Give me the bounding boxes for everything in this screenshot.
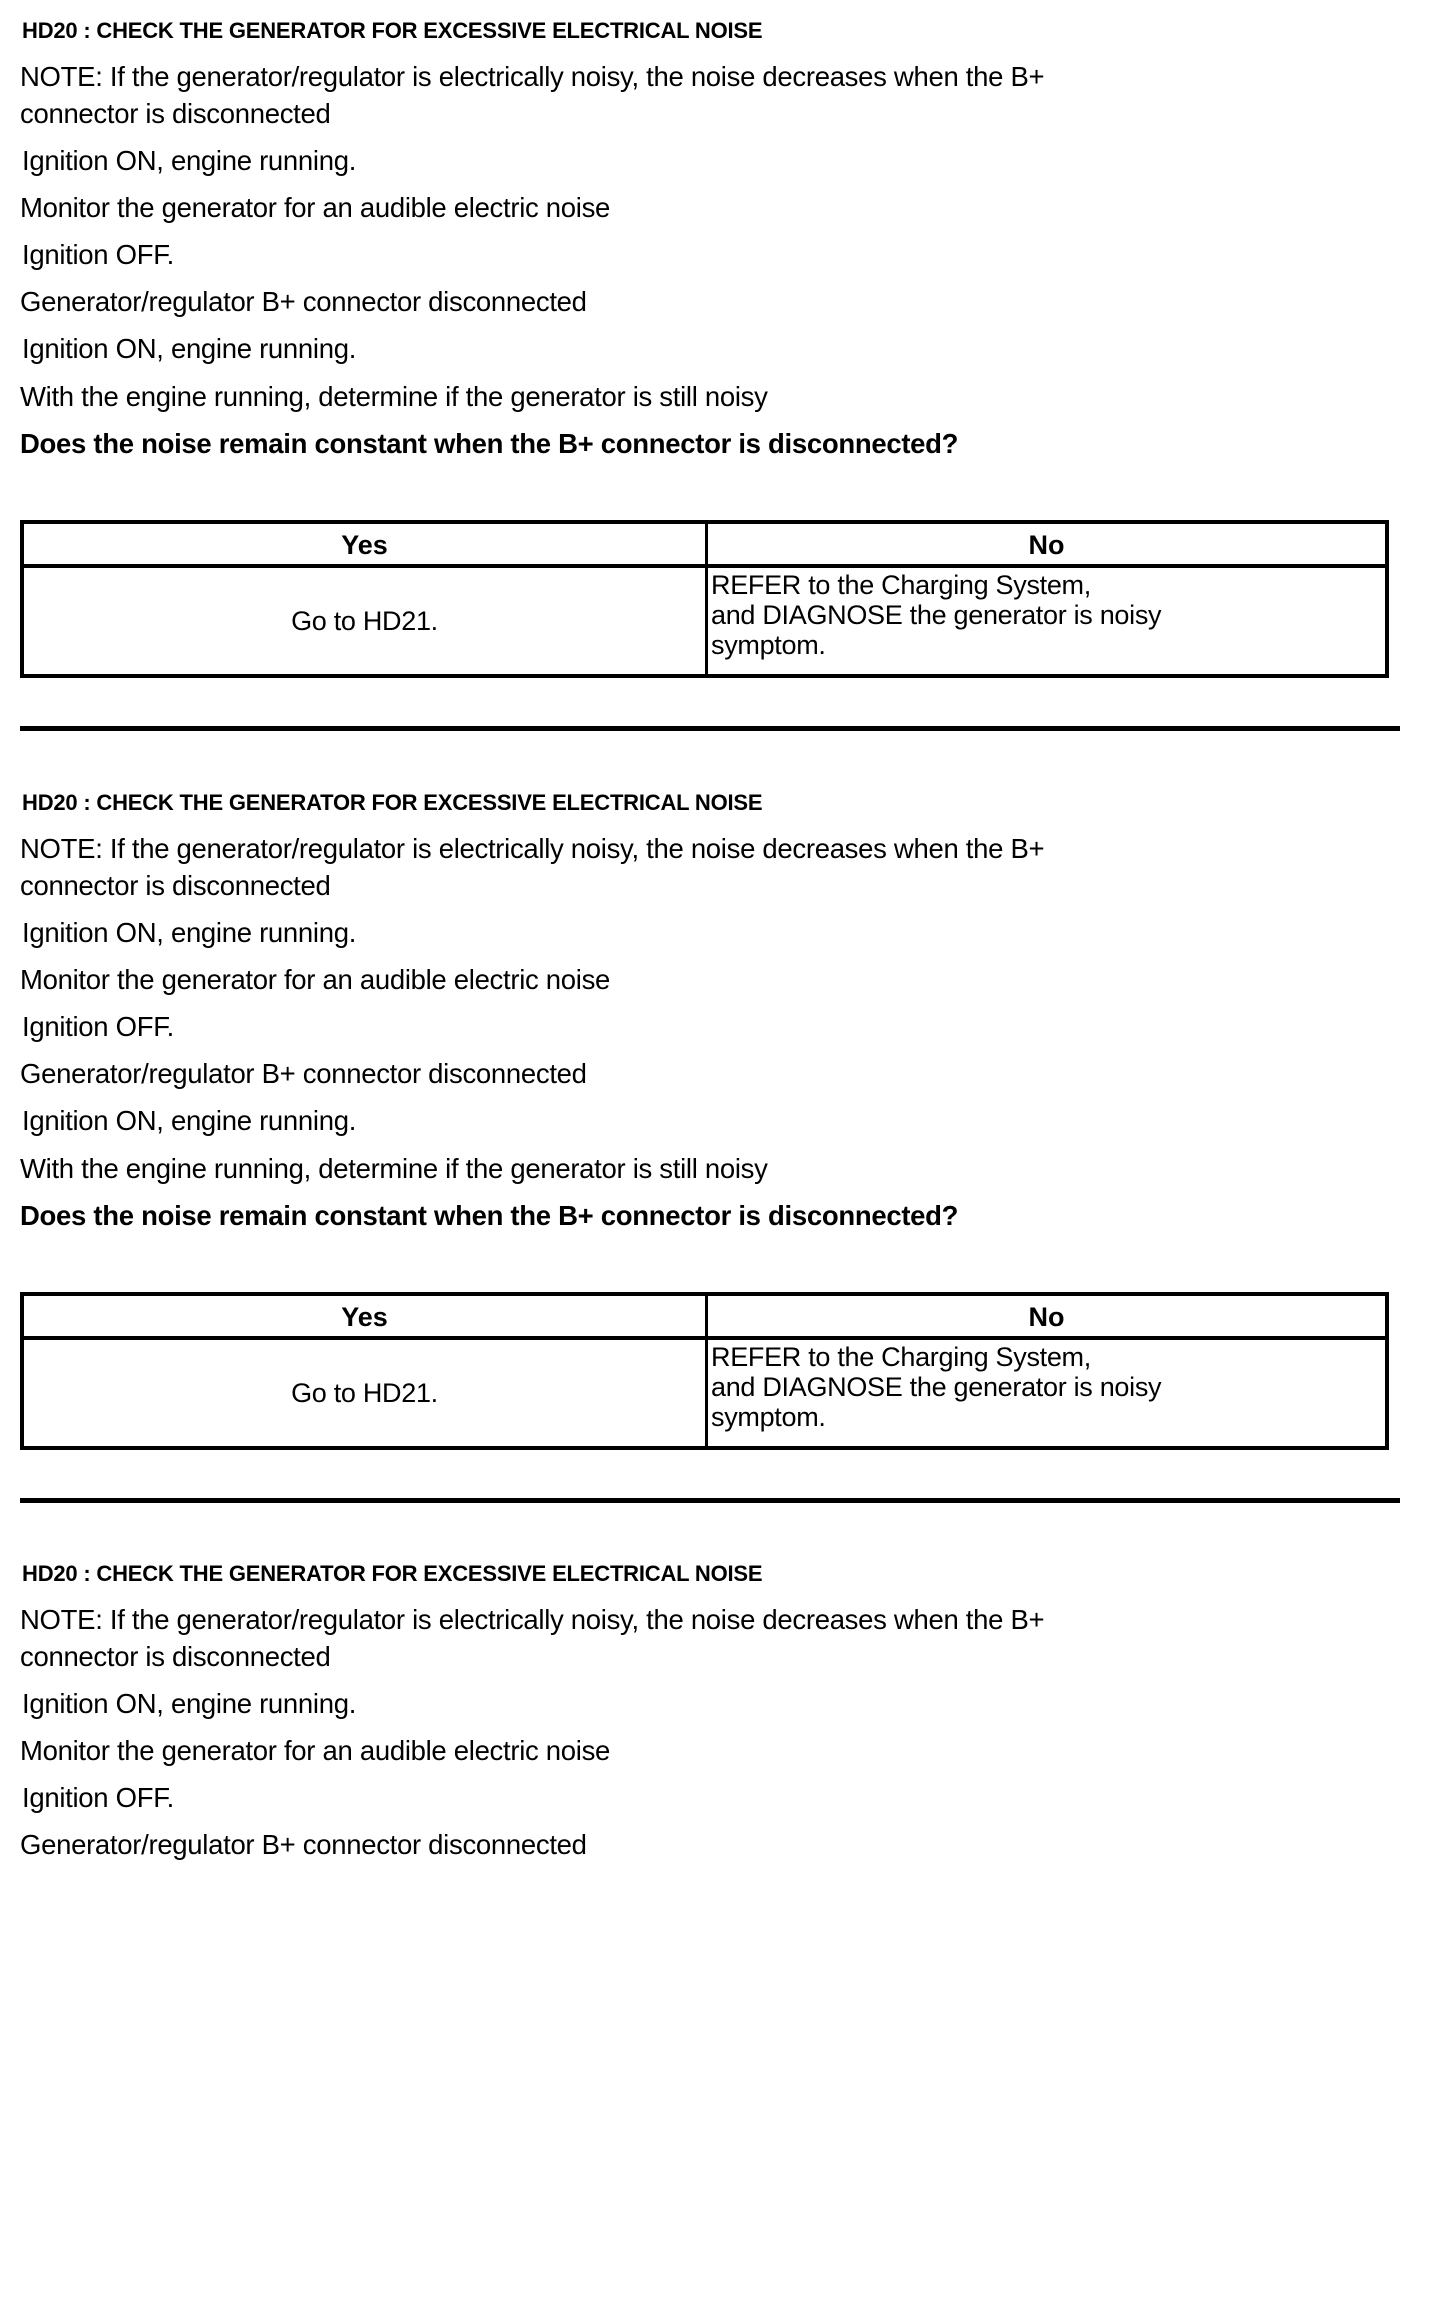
step-instruction: Ignition OFF. [22, 1782, 174, 1813]
step-note [20, 58, 1320, 132]
step-instruction: Ignition ON, engine running. [22, 917, 357, 948]
step-instruction: Ignition OFF. [22, 1011, 174, 1042]
step-instruction: Ignition ON, engine running. [22, 145, 357, 176]
table-header-yes: Yes [341, 530, 388, 560]
table-column-divider [705, 524, 708, 674]
table-header-no: No [1028, 1302, 1065, 1332]
diagnostic-step-section-1 [0, 0, 1440, 772]
no-action-line: and DIAGNOSE the generator is noisy [711, 1372, 1162, 1402]
step-title: HD20 : CHECK THE GENERATOR FOR EXCESSIVE ELECTRICAL NOISE [22, 18, 763, 43]
step-instruction: Ignition OFF. [22, 239, 174, 270]
note-line-1: NOTE: If the generator/regulator is electrically noisy, the noise decreases when the B+ [20, 61, 1045, 92]
step-instruction: Generator/regulator B+ connector disconnected [20, 286, 587, 317]
section-divider [20, 1498, 1400, 1503]
yes-action-text: Go to HD21. [291, 605, 438, 636]
yes-no-table [20, 1292, 1389, 1450]
no-action-cell [711, 1342, 1381, 1432]
step-instruction: With the engine running, determine if the generator is still noisy [20, 381, 768, 412]
note-line-2: connector is disconnected [20, 1641, 331, 1672]
step-instruction: Monitor the generator for an audible electric noise [20, 1735, 611, 1766]
step-instruction: With the engine running, determine if the generator is still noisy [20, 1153, 768, 1184]
no-action-line: symptom. [711, 1402, 826, 1432]
step-instruction: Generator/regulator B+ connector disconnected [20, 1058, 587, 1089]
step-instruction: Monitor the generator for an audible electric noise [20, 964, 611, 995]
note-line-2: connector is disconnected [20, 98, 331, 129]
no-action-line: REFER to the Charging System, [711, 1342, 1091, 1372]
no-action-line: and DIAGNOSE the generator is noisy [711, 600, 1162, 630]
step-instruction: Ignition ON, engine running. [22, 1688, 357, 1719]
step-instruction: Ignition ON, engine running. [22, 333, 357, 364]
step-question: Does the noise remain constant when the B+ connector is disconnected? [20, 428, 959, 459]
note-line-1: NOTE: If the generator/regulator is electrically noisy, the noise decreases when the B+ [20, 1604, 1045, 1635]
yes-action-text: Go to HD21. [291, 1377, 438, 1408]
step-question: Does the noise remain constant when the B+ connector is disconnected? [20, 1200, 959, 1231]
yes-action-cell [24, 1340, 705, 1446]
table-column-divider [705, 1296, 708, 1446]
table-header-yes: Yes [341, 1302, 388, 1332]
diagnostic-step-section-2 [0, 772, 1440, 1544]
section-divider [20, 726, 1400, 731]
step-note [20, 830, 1320, 904]
step-title: HD20 : CHECK THE GENERATOR FOR EXCESSIVE ELECTRICAL NOISE [22, 1561, 763, 1586]
yes-action-cell [24, 568, 705, 674]
diagnostic-step-section-3 [0, 1543, 1440, 2315]
table-header-no: No [1028, 530, 1065, 560]
step-instruction: Ignition ON, engine running. [22, 1105, 357, 1136]
yes-no-table [20, 520, 1389, 678]
note-line-1: NOTE: If the generator/regulator is electrically noisy, the noise decreases when the B+ [20, 833, 1045, 864]
step-instruction: Generator/regulator B+ connector disconnected [20, 1829, 587, 1860]
step-title: HD20 : CHECK THE GENERATOR FOR EXCESSIVE ELECTRICAL NOISE [22, 790, 763, 815]
no-action-line: symptom. [711, 630, 826, 660]
no-action-cell [711, 570, 1381, 660]
step-instruction: Monitor the generator for an audible electric noise [20, 192, 611, 223]
step-note [20, 1601, 1320, 1675]
note-line-2: connector is disconnected [20, 870, 331, 901]
no-action-line: REFER to the Charging System, [711, 570, 1091, 600]
